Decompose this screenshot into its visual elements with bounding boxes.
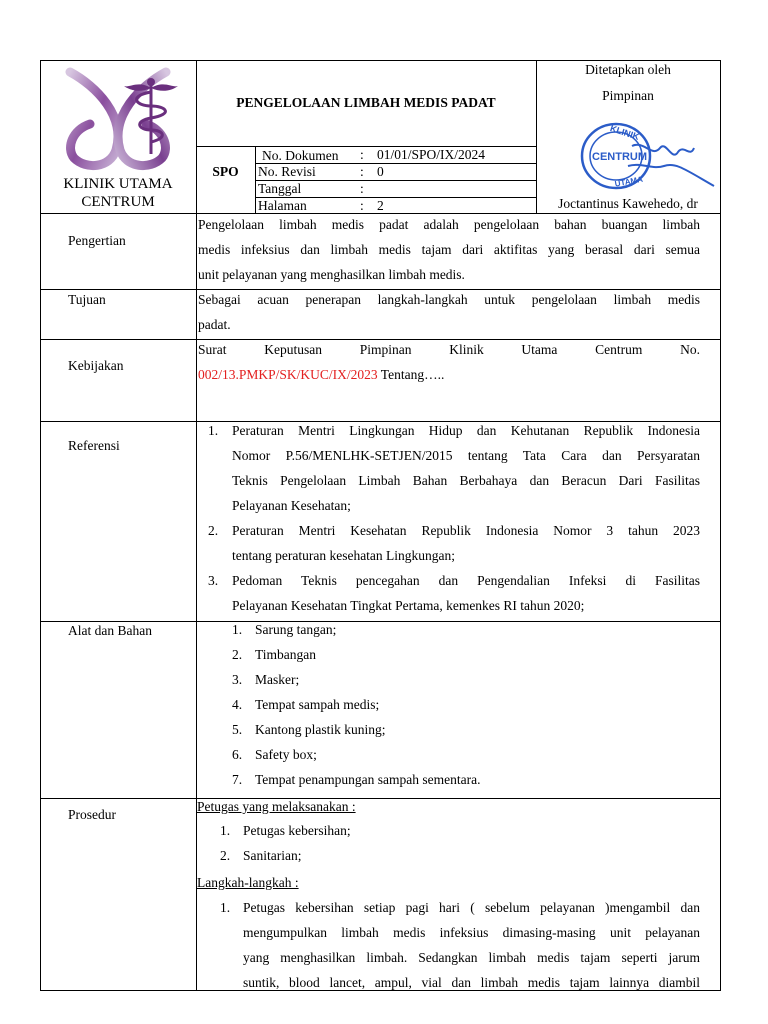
label-kebijakan: Kebijakan: [68, 358, 124, 373]
langkah-1-line-2: mengumpulkan limbah medis infeksius dimasing-masing unit pelayanan: [243, 925, 700, 940]
referensi-num: 3.: [208, 573, 219, 588]
meta-label-tanggal: Tanggal: [258, 181, 302, 196]
stamp-bottom-text: UTAMA: [614, 174, 644, 189]
petugas-item: [220, 843, 700, 868]
clinic-name-line1: KLINIK UTAMA: [63, 176, 173, 192]
referensi-num: 2.: [208, 523, 219, 538]
referensi-num: 1.: [208, 423, 219, 438]
alat-item: [232, 642, 700, 667]
alat-num: 1.: [232, 622, 243, 637]
alat-item: [232, 742, 700, 767]
clinic-stamp: [572, 118, 720, 194]
tujuan-text: [198, 287, 700, 337]
pengertian-line-3: unit pelayanan yang menghasilkan limbah medis.: [198, 267, 465, 282]
meta-sep-tanggal: :: [360, 181, 364, 196]
meta-sep-revisi: :: [360, 164, 364, 179]
petugas-text: Petugas kebersihan;: [243, 823, 351, 838]
alat-text: Masker;: [255, 672, 300, 687]
meta-value-revisi: 0: [377, 164, 384, 179]
alat-num: 3.: [232, 672, 243, 687]
referensi-item: [208, 418, 700, 518]
langkah-heading: Langkah-langkah :: [197, 875, 299, 890]
petugas-num: 2.: [220, 848, 231, 863]
referensi-item: [208, 518, 700, 568]
signatory-name: Joctantinus Kawehedo, dr: [558, 196, 698, 211]
approval-ditetapkan: Ditetapkan oleh: [585, 62, 671, 77]
kebijakan-ref-tail: Tentang…..: [377, 367, 445, 382]
stamp-top-text: KLINIK: [608, 123, 641, 142]
referensi-list: [208, 418, 700, 618]
langkah-1-line-1: Petugas kebersihan setiap pagi hari ( sebelum pelayanan )mengambil dan: [243, 900, 700, 915]
alat-num: 6.: [232, 747, 243, 762]
referensi-3-line-2: Pelayanan Kesehatan Tingkat Pertama, kemenkes RI tahun 2020;: [232, 598, 585, 613]
referensi-3-line-1: Pedoman Teknis pencegahan dan Pengendalian Infeksi di Fasilitas: [232, 573, 700, 588]
alat-text: Sarung tangan;: [255, 622, 337, 637]
langkah-item: [220, 895, 700, 995]
header-divider-right: [536, 60, 537, 213]
referensi-2-line-1: Peraturan Mentri Kesehatan Republik Indonesia Nomor 3 tahun 2023: [232, 523, 700, 538]
alat-text: Timbangan: [255, 647, 317, 662]
alat-text: Safety box;: [255, 747, 317, 762]
meta-sep-halaman: :: [360, 198, 364, 213]
pengertian-line-1: Pengelolaan limbah medis padat adalah pengelolaan bahan buangan limbah: [198, 217, 700, 232]
langkah-1-line-3: yang menghasilkan limbah. Sedangkan limbah medis tajam seperti jarum: [243, 950, 700, 965]
approval-pimpinan: Pimpinan: [602, 88, 654, 103]
label-pengertian: Pengertian: [68, 233, 126, 248]
document-title: PENGELOLAAN LIMBAH MEDIS PADAT: [236, 95, 496, 110]
meta-sep-dokumen: :: [360, 147, 364, 162]
petugas-heading: Petugas yang melaksanakan :: [197, 799, 356, 814]
alat-num: 4.: [232, 697, 243, 712]
label-referensi: Referensi: [68, 438, 120, 453]
kebijakan-line-1: Surat Keputusan Pimpinan Klinik Utama Centrum No.: [198, 342, 700, 357]
alat-text: Kantong plastik kuning;: [255, 722, 386, 737]
alat-bahan-list: [232, 617, 700, 792]
clinic-name-line2: CENTRUM: [81, 194, 155, 210]
petugas-list: [220, 818, 700, 868]
alat-text: Tempat penampungan sampah sementara.: [255, 772, 481, 787]
langkah-list: [220, 895, 700, 995]
meta-label-revisi: No. Revisi: [258, 164, 316, 179]
spo-label: SPO: [212, 164, 239, 179]
alat-item: [232, 617, 700, 642]
referensi-1-line-1: Peraturan Mentri Lingkungan Hidup dan Kehutanan Republik Indonesia: [232, 423, 700, 438]
alat-num: 2.: [232, 647, 243, 662]
petugas-item: [220, 818, 700, 843]
referensi-1-line-4: Pelayanan Kesehatan;: [232, 498, 351, 513]
alat-item: [232, 692, 700, 717]
clinic-logo: [56, 66, 180, 176]
meta-value-dokumen: 01/01/SPO/IX/2024: [377, 147, 486, 162]
meta-label-dokumen: No. Dokumen: [262, 148, 339, 163]
alat-num: 7.: [232, 772, 243, 787]
meta-value-halaman: 2: [377, 198, 384, 213]
meta-label-halaman: Halaman: [258, 198, 307, 213]
pengertian-text: [198, 212, 700, 287]
tujuan-line-1: Sebagai acuan penerapan langkah-langkah untuk pengelolaan limbah medis: [198, 292, 700, 307]
referensi-2-line-2: tentang peraturan kesehatan Lingkungan;: [232, 548, 456, 563]
alat-item: [232, 667, 700, 692]
label-tujuan: Tujuan: [68, 292, 106, 307]
tujuan-line-2: padat.: [198, 317, 231, 332]
alat-item: [232, 717, 700, 742]
pengertian-line-2: medis infeksius dan limbah medis tajam dari aktifitas yang berasal dari semua: [198, 242, 700, 257]
row-sep-alat: [40, 798, 721, 799]
table-border-right: [720, 60, 721, 991]
stamp-center-text: CENTRUM: [592, 151, 647, 163]
referensi-1-line-2: Nomor P.56/MENLHK-SETJEN/2015 tentang Tata Cara dan Persyaratan: [232, 448, 700, 463]
petugas-text: Sanitarian;: [243, 848, 302, 863]
kebijakan-ref-number: 002/13.PMKP/SK/KUC/IX/2023: [198, 367, 378, 382]
alat-item: [232, 767, 700, 792]
alat-text: Tempat sampah medis;: [255, 697, 380, 712]
referensi-item: [208, 568, 700, 618]
header-divider-left: [196, 60, 197, 991]
langkah-num: 1.: [220, 900, 231, 915]
referensi-1-line-3: Teknis Pengelolaan Limbah Bahan Berbahaya dan Beracun Dari Fasilitas: [232, 473, 700, 488]
alat-num: 5.: [232, 722, 243, 737]
label-alat-bahan: Alat dan Bahan: [68, 623, 152, 638]
kebijakan-text: [198, 337, 700, 387]
label-prosedur: Prosedur: [68, 807, 116, 822]
petugas-num: 1.: [220, 823, 231, 838]
langkah-1-line-4: suntik, blood lancet, ampul, vial dan limbah medis tajam lainnya diambil: [243, 975, 700, 990]
